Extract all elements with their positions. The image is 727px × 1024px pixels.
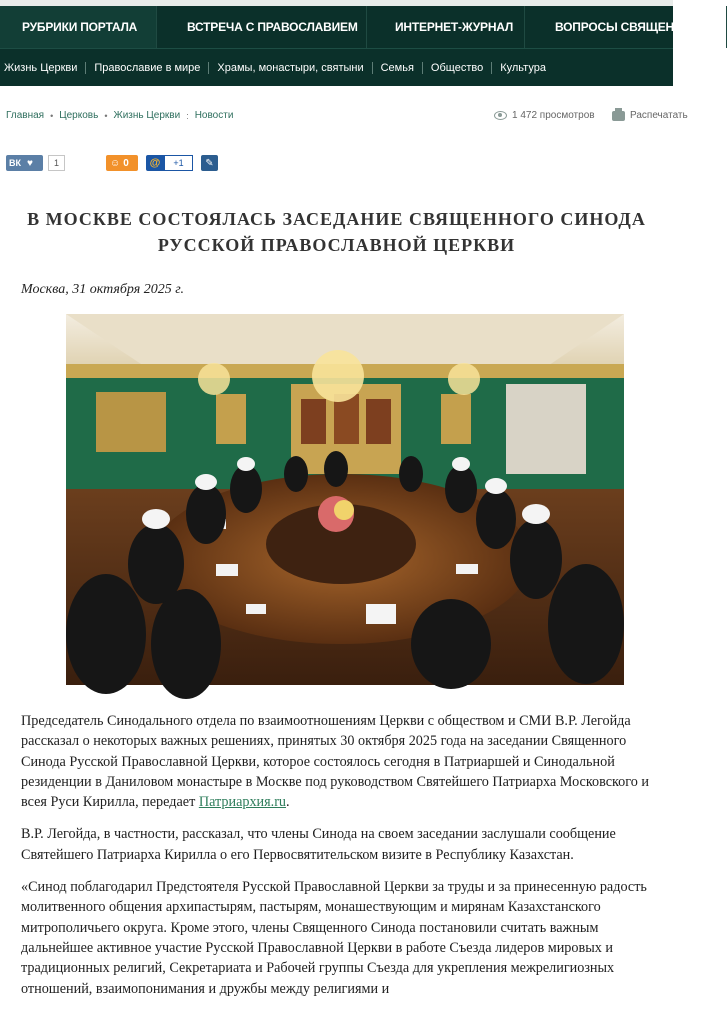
breadcrumb-home[interactable]: Главная [6, 110, 45, 121]
nav-item-rubrics[interactable]: РУБРИКИ ПОРТАЛА [0, 6, 157, 48]
article-photo [66, 314, 624, 685]
livejournal-share-button[interactable] [201, 155, 218, 171]
heart-icon: ♥ [27, 157, 33, 169]
pencil-icon: ✎ [205, 157, 214, 169]
patriarchia-link[interactable]: Патриархия.ru [198, 794, 287, 811]
ok-icon: ☺ [110, 157, 121, 169]
subnav-item-orthodoxy-world[interactable]: Православие в мире [94, 61, 201, 74]
subnav-divider [372, 62, 373, 74]
article-paragraph: «Синод поблагодарил Предстоятеля Русской Православной Церкви за труды и за принесенную радость молитвенного общения архипастырям, пастырям, монашествующим и мирянам Казахстанского митрополичьего округа. Кроме этого, члены Священного Синода постановили считать важным дальнейшее активное участие Русской Православной Церкви в работе Съезда лидеров мировых и традиционных религий, Секретариата и Рабочей группы Съезда для укрепления межрелигиозных отношений, взаимопонимания и дружбы между религиями и [21, 879, 647, 997]
ok-share-button[interactable] [106, 155, 138, 171]
subnav-divider [491, 62, 492, 74]
paragraph-end: . [286, 794, 290, 811]
vk-share-count: 1 [48, 155, 65, 171]
breadcrumb-church[interactable]: Церковь [59, 110, 99, 121]
view-count [494, 110, 595, 121]
print-button[interactable] [612, 110, 688, 121]
view-count-text: 1 472 просмотров [512, 110, 595, 121]
mail-share-button[interactable] [146, 155, 164, 171]
paragraph-text: Председатель Синодального отдела по взаимоотношениям Церкви с обществом и СМИ В.Р. Легойда рассказал о некоторых важных решениях, принятых 30 октября 2025 года на заседании Священного Синода Русской Православной Церкви, которое состоялось сегодня в Патриаршей и Синодальной резиденции в Даниловом монастыре в Москве под руководством Святейшего Патриарха Московского и всея Руси Кирилла, передает [21, 713, 649, 811]
vk-logo: ВК [9, 158, 21, 168]
breadcrumb-news[interactable]: Новости [194, 110, 234, 121]
subnav-divider [208, 62, 209, 74]
printer-icon [612, 111, 625, 121]
nav-item-encounter[interactable]: ВСТРЕЧА С ПРАВОСЛАВИЕМ [157, 6, 367, 48]
subnav-item-family[interactable]: Семья [380, 61, 414, 74]
sub-navigation [0, 48, 673, 86]
breadcrumb-separator: • [104, 110, 108, 121]
subnav-divider [422, 62, 423, 74]
breadcrumb-separator: : [186, 110, 189, 121]
vk-share-button[interactable] [6, 155, 43, 171]
article-title: В МОСКВЕ СОСТОЯЛАСЬ ЗАСЕДАНИЕ СВЯЩЕННОГО СИНОДА РУССКОЙ ПРАВОСЛАВНОЙ ЦЕРКВИ [27, 209, 646, 255]
article-body [21, 711, 666, 1011]
synod-meeting-photo [66, 314, 624, 685]
subnav-item-church-life[interactable]: Жизнь Церкви [4, 61, 78, 74]
print-label: Распечатать [630, 110, 688, 121]
nav-item-journal[interactable]: ИНТЕРНЕТ-ЖУРНАЛ [367, 6, 525, 48]
article-paragraph: В.Р. Легойда, в частности, рассказал, что члены Синода на своем заседании заслушали сообщение Святейшего Патриарха Кирилла о его Первосвятительском визите в Республику Казахстан. [21, 826, 616, 863]
eye-icon [494, 111, 507, 120]
subnav-item-society[interactable]: Общество [430, 61, 484, 74]
nav-item-questions[interactable]: ВОПРОСЫ СВЯЩЕННИКУ [525, 6, 727, 48]
breadcrumb-separator: • [50, 110, 54, 121]
ok-share-count: 0 [123, 157, 129, 169]
article-dateline: Москва, 31 октября 2025 г. [21, 282, 185, 297]
breadcrumb-church-life[interactable]: Жизнь Церкви [113, 110, 181, 121]
subnav-item-temples[interactable]: Храмы, монастыри, святыни [217, 61, 364, 74]
breadcrumb [6, 110, 233, 121]
mail-share-count: +1 [164, 155, 193, 171]
article-paragraph [21, 711, 666, 812]
subnav-item-culture[interactable]: Культура [500, 61, 546, 74]
top-navigation [0, 0, 706, 48]
subnav-divider [85, 62, 86, 74]
mail-at-icon: @ [149, 157, 161, 169]
